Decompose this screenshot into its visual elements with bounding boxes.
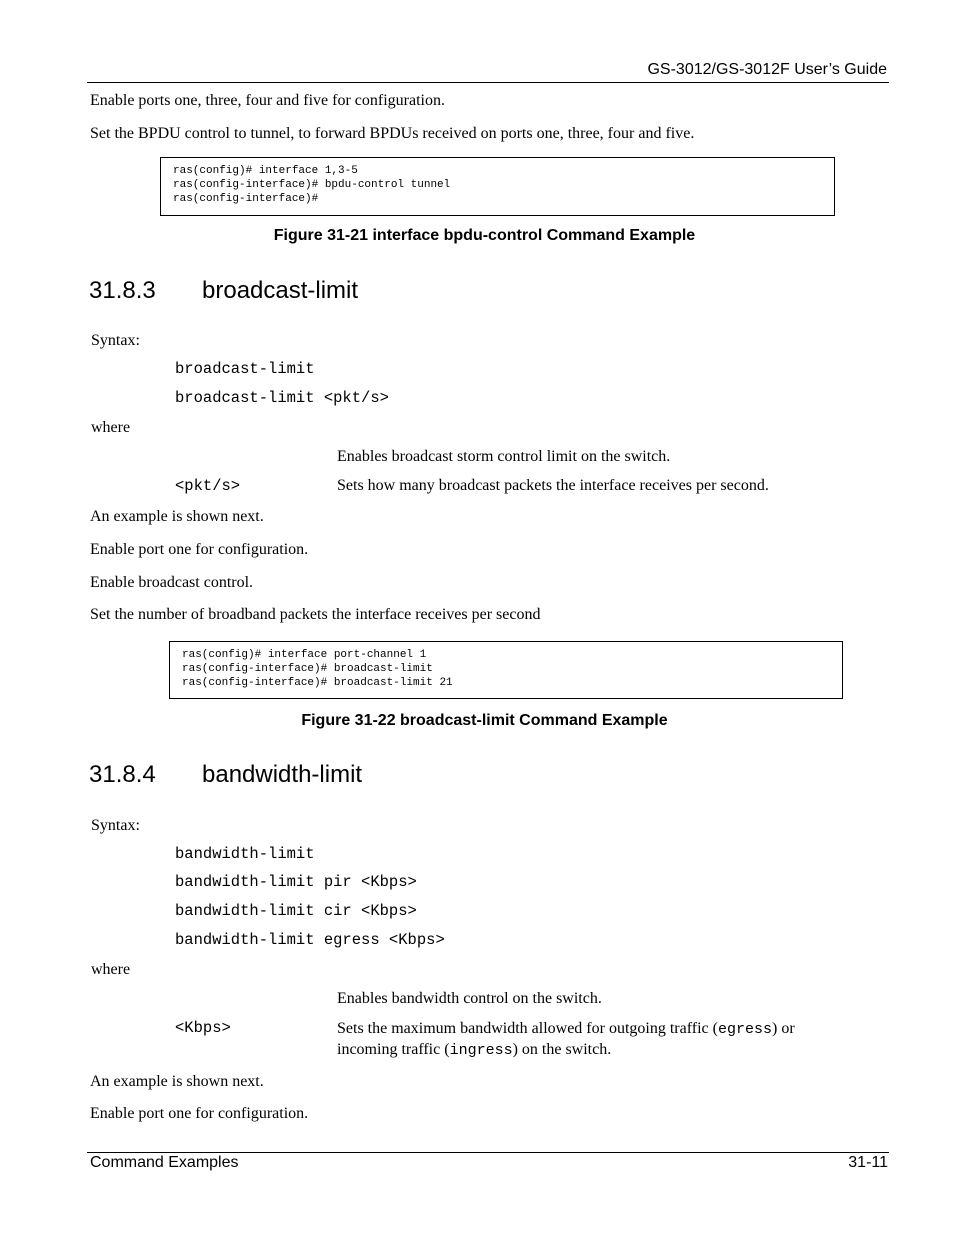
section-title: bandwidth-limit (202, 761, 363, 788)
param-description: Enables bandwidth control on the switch. (337, 990, 602, 1007)
code-line: ras(config-interface)# broadcast-limit (182, 663, 433, 675)
running-header: GS-3012/GS-3012F User’s Guide (647, 61, 887, 78)
syntax-line: broadcast-limit (175, 360, 315, 378)
syntax-line: bandwidth-limit cir <Kbps> (175, 902, 417, 920)
paragraph: Set the BPDU control to tunnel, to forward BPDUs received on ports one, three, four and five. (90, 125, 695, 142)
syntax-line: bandwidth-limit egress <Kbps> (175, 931, 445, 949)
paragraph: Enable port one for configuration. (90, 1105, 309, 1122)
footer-rule (87, 1152, 889, 1153)
where-label: where (91, 961, 131, 978)
param-description (337, 1020, 795, 1038)
code-line: ras(config)# interface 1,3-5 (173, 165, 358, 177)
section-title: broadcast-limit (202, 277, 359, 304)
code-example-box (169, 641, 843, 699)
paragraph: Enable port one for configuration. (90, 541, 309, 558)
syntax-label: Syntax: (91, 332, 140, 349)
syntax-label: Syntax: (91, 817, 140, 834)
param-description: Enables broadcast storm control limit on the switch. (337, 448, 671, 465)
param-name: <pkt/s> (175, 477, 241, 495)
egress-keyword: egress (717, 1021, 772, 1038)
paragraph: An example is shown next. (90, 508, 264, 525)
header-rule (87, 82, 889, 83)
footer-section-name: Command Examples (90, 1154, 239, 1171)
param-description: Sets how many broadcast packets the interface receives per second. (337, 477, 769, 494)
ingress-keyword: ingress (449, 1042, 513, 1059)
code-line: ras(config-interface)# bpdu-control tunnel (173, 179, 451, 191)
description-text: ) on the switch. (512, 1041, 612, 1058)
description-text: ) or (771, 1020, 795, 1037)
description-text: Sets the maximum bandwidth allowed for outgoing traffic ( (337, 1020, 718, 1037)
paragraph: Set the number of broadband packets the interface receives per second (90, 606, 541, 623)
syntax-line: broadcast-limit <pkt/s> (175, 389, 389, 407)
paragraph: An example is shown next. (90, 1073, 264, 1090)
param-description (337, 1041, 611, 1059)
code-line: ras(config-interface)# (173, 193, 319, 205)
paragraph: Enable broadcast control. (90, 574, 254, 591)
figure-caption: Figure 31-22 broadcast-limit Command Example (301, 712, 668, 729)
section-number: 31.8.4 (89, 761, 156, 788)
paragraph: Enable ports one, three, four and five for configuration. (90, 92, 445, 109)
param-name: <Kbps> (175, 1019, 231, 1037)
where-label: where (91, 419, 131, 436)
figure-caption: Figure 31-21 interface bpdu-control Command Example (273, 227, 696, 244)
code-line: ras(config-interface)# broadcast-limit 21 (182, 677, 453, 689)
syntax-line: bandwidth-limit (175, 845, 315, 863)
code-example-box (160, 157, 835, 216)
section-number: 31.8.3 (89, 277, 156, 304)
syntax-line: bandwidth-limit pir <Kbps> (175, 873, 417, 891)
page-number: 31-11 (848, 1154, 888, 1171)
description-text: incoming traffic ( (337, 1041, 450, 1058)
code-line: ras(config)# interface port-channel 1 (182, 649, 427, 661)
